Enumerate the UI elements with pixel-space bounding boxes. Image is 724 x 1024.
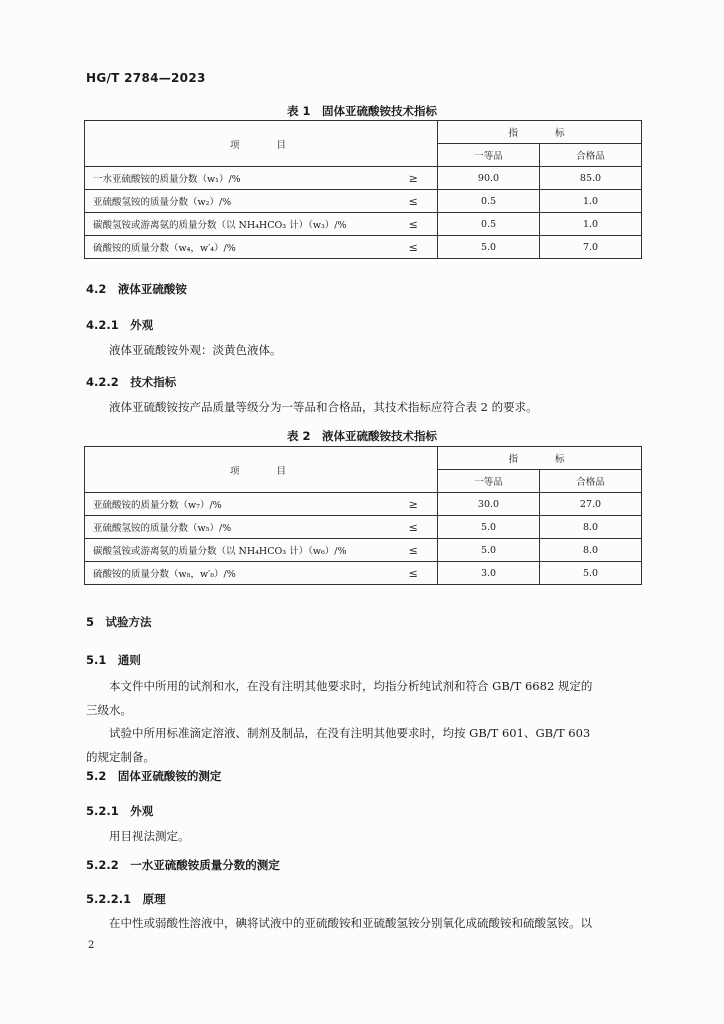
- table-row: [85, 236, 642, 259]
- paragraph-line: 的规定制备。: [86, 750, 155, 764]
- table2-header-grade1: 一等品: [438, 470, 540, 493]
- section-5-1-heading: 5.1 通则: [86, 653, 141, 667]
- row-item: 一水亚硫酸铵的质量分数（w₁）/%: [85, 167, 390, 190]
- row-value-grade2: 1.0: [540, 190, 642, 213]
- row-symbol: ≤: [390, 190, 438, 213]
- section-4-2-1-heading: 4.2.1 外观: [86, 318, 154, 332]
- table1-caption: 表 1 固体亚硫酸铵技术指标: [286, 104, 437, 118]
- row-value-grade2: 8.0: [540, 516, 642, 539]
- table1: [84, 120, 642, 259]
- row-symbol: ≥: [390, 167, 438, 190]
- table-row: [85, 493, 642, 516]
- paragraph-5-1-b: [86, 721, 646, 769]
- row-item: 硫酸铵的质量分数（w₈，w′₈）/%: [85, 562, 390, 585]
- paragraph-5-2-1: [86, 824, 646, 848]
- table1-header-index: 指 标: [438, 121, 642, 144]
- table-row: [85, 213, 642, 236]
- paragraph-text: 在中性或弱酸性溶液中，碘将试液中的亚硫酸铵和亚硫酸氢铵分别氧化成硫酸铵和硫酸氢铵。以: [109, 916, 592, 930]
- row-value-grade2: 1.0: [540, 213, 642, 236]
- row-symbol: ≥: [390, 493, 438, 516]
- row-symbol: ≤: [390, 236, 438, 259]
- table-row: [85, 516, 642, 539]
- table-row: [85, 562, 642, 585]
- row-value-grade2: 5.0: [540, 562, 642, 585]
- paragraph-line: 本文件中所用的试剂和水，在没有注明其他要求时，均指分析纯试剂和符合 GB/T 6682 规定的: [109, 679, 593, 693]
- row-symbol: ≤: [390, 213, 438, 236]
- row-value-grade1: 5.0: [438, 236, 540, 259]
- section-4-2-heading: 4.2 液体亚硫酸铵: [86, 282, 187, 296]
- table-row: [85, 190, 642, 213]
- row-value-grade1: 0.5: [438, 213, 540, 236]
- standard-code-header: HG/T 2784—2023: [86, 71, 206, 85]
- row-value-grade1: 5.0: [438, 516, 540, 539]
- row-value-grade1: 5.0: [438, 539, 540, 562]
- row-value-grade1: 3.0: [438, 562, 540, 585]
- table2-header-item: 项 目: [85, 447, 438, 493]
- row-item: 碳酸氢铵或游离氨的质量分数（以 NH₄HCO₃ 计）（w₆）/%: [85, 539, 390, 562]
- row-value-grade2: 27.0: [540, 493, 642, 516]
- row-value-grade1: 0.5: [438, 190, 540, 213]
- table1-header-grade1: 一等品: [438, 144, 540, 167]
- row-item: 碳酸氢铵或游离氨的质量分数（以 NH₄HCO₃ 计）（w₃）/%: [85, 213, 390, 236]
- row-value-grade2: 85.0: [540, 167, 642, 190]
- section-4-2-2-heading: 4.2.2 技术指标: [86, 375, 177, 389]
- row-value-grade1: 30.0: [438, 493, 540, 516]
- table2: [84, 446, 642, 585]
- row-value-grade2: 8.0: [540, 539, 642, 562]
- paragraph-text: 液体亚硫酸铵按产品质量等级分为一等品和合格品，其技术指标应符合表 2 的要求。: [109, 400, 538, 414]
- table2-header-grade2: 合格品: [540, 470, 642, 493]
- row-value-grade1: 90.0: [438, 167, 540, 190]
- row-symbol: ≤: [390, 562, 438, 585]
- table-row: [85, 167, 642, 190]
- row-symbol: ≤: [390, 516, 438, 539]
- paragraph-text: 液体亚硫酸铵外观：淡黄色液体。: [109, 343, 282, 357]
- section-5-2-2-heading: 5.2.2 一水亚硫酸铵质量分数的测定: [86, 858, 280, 872]
- row-item: 亚硫酸氢铵的质量分数（w₅）/%: [85, 516, 390, 539]
- row-item: 亚硫酸氢铵的质量分数（w₂）/%: [85, 190, 390, 213]
- row-item: 亚硫酸铵的质量分数（w₇）/%: [85, 493, 390, 516]
- row-value-grade2: 7.0: [540, 236, 642, 259]
- paragraph-text: 用目视法测定。: [109, 829, 190, 843]
- section-5-2-2-1-heading: 5.2.2.1 原理: [86, 892, 166, 906]
- paragraph-5-1-a: [86, 674, 646, 722]
- row-item: 硫酸铵的质量分数（w₄，w′₄）/%: [85, 236, 390, 259]
- section-5-heading: 5 试验方法: [86, 615, 152, 629]
- paragraph-line: 三级水。: [86, 703, 132, 717]
- table2-header-index: 指 标: [438, 447, 642, 470]
- paragraph-4-2-2: [86, 395, 646, 419]
- section-5-2-1-heading: 5.2.1 外观: [86, 804, 154, 818]
- row-symbol: ≤: [390, 539, 438, 562]
- table2-caption: 表 2 液体亚硫酸铵技术指标: [286, 429, 437, 443]
- table1-header-grade2: 合格品: [540, 144, 642, 167]
- table1-header-item: 项 目: [85, 121, 438, 167]
- section-5-2-heading: 5.2 固体亚硫酸铵的测定: [86, 769, 222, 783]
- page-number: 2: [88, 940, 95, 951]
- paragraph-4-2-1: [86, 338, 646, 362]
- table-row: [85, 539, 642, 562]
- paragraph-5-2-2-1: [86, 911, 646, 935]
- paragraph-line: 试验中所用标准滴定溶液、制剂及制品，在没有注明其他要求时，均按 GB/T 601、GB/T 603: [109, 726, 591, 740]
